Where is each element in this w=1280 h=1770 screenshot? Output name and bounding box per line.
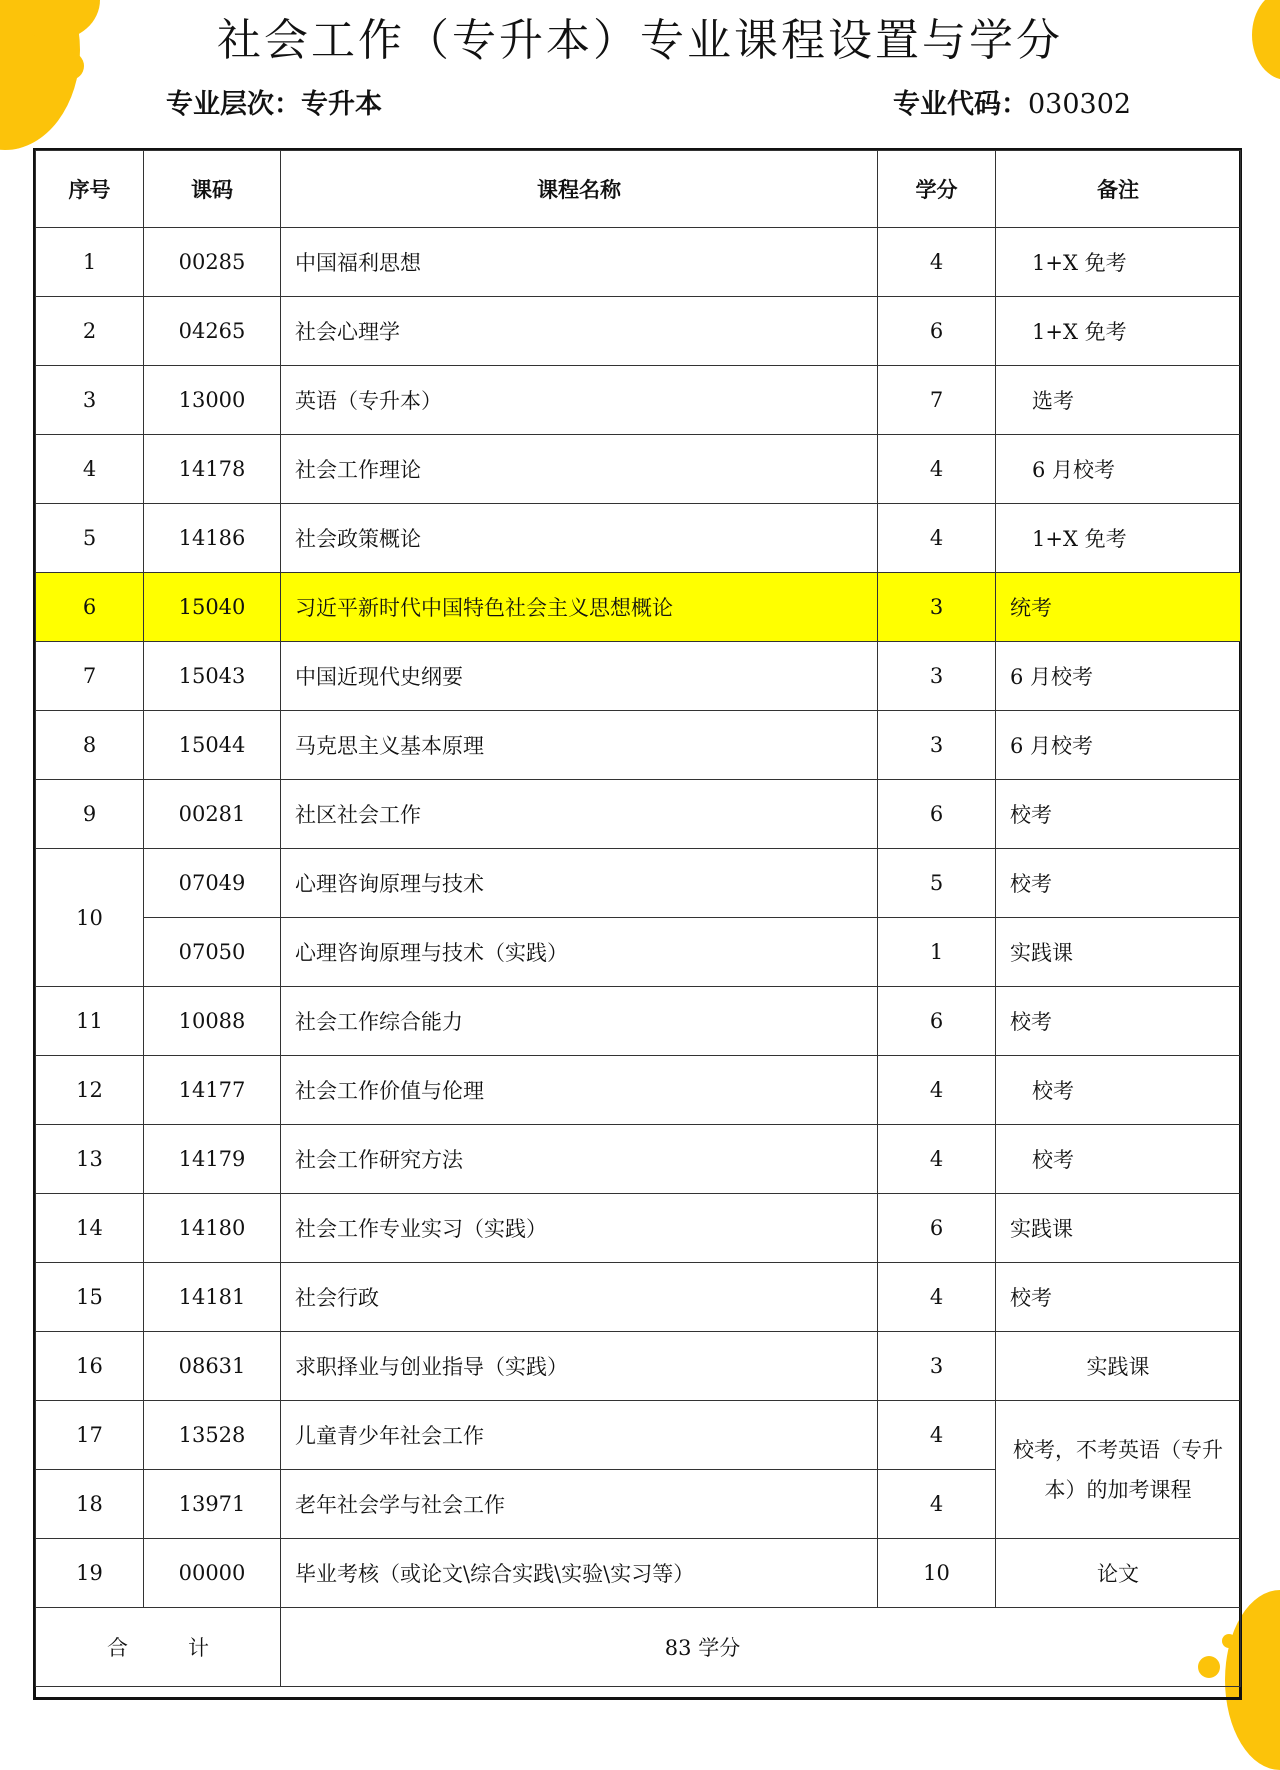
row-credit: 1 [878, 918, 996, 987]
row-no: 15 [36, 1263, 144, 1332]
table-row [36, 642, 1241, 711]
row-no: 18 [36, 1470, 144, 1539]
page-title: 社会工作（专升本）专业课程设置与学分 [217, 15, 1063, 66]
row-credit: 3 [878, 1332, 996, 1401]
row-no: 6 [36, 573, 144, 642]
table-row [36, 504, 1241, 573]
row-course-name: 心理咨询原理与技术（实践） [281, 918, 878, 987]
row-credit: 4 [878, 504, 996, 573]
row-code: 14179 [144, 1125, 281, 1194]
row-note: 6 月校考 [996, 711, 1241, 780]
row-credit: 6 [878, 780, 996, 849]
row-note: 校考 [996, 1263, 1241, 1332]
row-code: 13528 [144, 1401, 281, 1470]
total-value: 83 学分 [281, 1608, 1241, 1687]
row-code: 15043 [144, 642, 281, 711]
row-no: 2 [36, 297, 144, 366]
row-code: 13000 [144, 366, 281, 435]
col-header-no: 序号 [36, 151, 144, 228]
row-course-name: 求职择业与创业指导（实践） [281, 1332, 878, 1401]
table-row [36, 1263, 1241, 1332]
row-course-name: 中国近现代史纲要 [281, 642, 878, 711]
table-row [36, 297, 1241, 366]
table-row [36, 435, 1241, 504]
row-credit: 10 [878, 1539, 996, 1608]
table-row [36, 780, 1241, 849]
row-note: 实践课 [996, 918, 1241, 987]
row-course-name: 毕业考核（或论文\综合实践\实验\实习等） [281, 1539, 878, 1608]
row-credit: 6 [878, 987, 996, 1056]
row-code: 14180 [144, 1194, 281, 1263]
row-no: 3 [36, 366, 144, 435]
row-note: 1+X 免考 [996, 504, 1241, 573]
table-row [36, 849, 1241, 918]
table-row [36, 1194, 1241, 1263]
row-no: 10 [36, 849, 144, 987]
col-header-name: 课程名称 [281, 151, 878, 228]
row-no: 13 [36, 1125, 144, 1194]
row-credit: 7 [878, 366, 996, 435]
row-course-name: 中国福利思想 [281, 228, 878, 297]
col-header-credit: 学分 [878, 151, 996, 228]
row-credit: 3 [878, 642, 996, 711]
row-credit: 5 [878, 849, 996, 918]
program-code-value: 030302 [1028, 89, 1132, 120]
row-note: 实践课 [996, 1332, 1241, 1401]
table-row-highlighted [36, 573, 1241, 642]
row-code: 13971 [144, 1470, 281, 1539]
row-no: 14 [36, 1194, 144, 1263]
row-code: 07050 [144, 918, 281, 987]
row-no: 5 [36, 504, 144, 573]
table-row [36, 1125, 1241, 1194]
row-note: 1+X 免考 [996, 228, 1241, 297]
row-course-name: 社区社会工作 [281, 780, 878, 849]
row-course-name: 心理咨询原理与技术 [281, 849, 878, 918]
row-credit: 4 [878, 1056, 996, 1125]
row-no: 8 [36, 711, 144, 780]
row-no: 17 [36, 1401, 144, 1470]
row-course-name: 社会行政 [281, 1263, 878, 1332]
row-note: 1+X 免考 [996, 297, 1241, 366]
row-no: 7 [36, 642, 144, 711]
row-no: 1 [36, 228, 144, 297]
row-course-name: 社会政策概论 [281, 504, 878, 573]
program-level: 专业层次：专升本 [166, 89, 382, 120]
row-course-name: 社会工作综合能力 [281, 987, 878, 1056]
row-course-name: 社会工作理论 [281, 435, 878, 504]
row-note: 校考 [996, 1056, 1241, 1125]
row-course-name: 习近平新时代中国特色社会主义思想概论 [281, 573, 878, 642]
course-table [35, 150, 1241, 1687]
row-code: 08631 [144, 1332, 281, 1401]
row-note: 6 月校考 [996, 642, 1241, 711]
table-row [36, 1056, 1241, 1125]
row-no: 12 [36, 1056, 144, 1125]
row-course-name: 社会工作研究方法 [281, 1125, 878, 1194]
row-note: 论文 [996, 1539, 1241, 1608]
row-code: 10088 [144, 987, 281, 1056]
row-credit: 4 [878, 1263, 996, 1332]
row-credit: 6 [878, 297, 996, 366]
row-note: 6 月校考 [996, 435, 1241, 504]
row-course-name: 老年社会学与社会工作 [281, 1470, 878, 1539]
row-code: 14186 [144, 504, 281, 573]
col-header-note: 备注 [996, 151, 1241, 228]
row-no: 19 [36, 1539, 144, 1608]
row-code: 15044 [144, 711, 281, 780]
row-course-name: 社会心理学 [281, 297, 878, 366]
table-row [36, 987, 1241, 1056]
table-row [36, 711, 1241, 780]
row-note: 选考 [996, 366, 1241, 435]
program-code-label: 专业代码： [893, 89, 1028, 120]
row-course-name: 英语（专升本） [281, 366, 878, 435]
col-header-code: 课码 [144, 151, 281, 228]
row-credit: 4 [878, 228, 996, 297]
table-row [36, 366, 1241, 435]
total-label-a: 合 [107, 1636, 128, 1660]
row-course-name: 社会工作价值与伦理 [281, 1056, 878, 1125]
table-row [36, 918, 1241, 987]
row-code: 15040 [144, 573, 281, 642]
row-note: 校考 [996, 780, 1241, 849]
row-code: 00285 [144, 228, 281, 297]
row-note: 校考 [996, 987, 1241, 1056]
table-total-row [36, 1608, 1241, 1687]
row-note-merged: 校考，不考英语（专升本）的加考课程 [996, 1401, 1241, 1539]
row-code: 14178 [144, 435, 281, 504]
row-note: 校考 [996, 1125, 1241, 1194]
table-row [36, 228, 1241, 297]
row-note: 统考 [996, 573, 1241, 642]
row-code: 00281 [144, 780, 281, 849]
row-credit: 4 [878, 1125, 996, 1194]
row-no: 9 [36, 780, 144, 849]
table-header-row [36, 151, 1241, 228]
row-code: 07049 [144, 849, 281, 918]
row-note: 校考 [996, 849, 1241, 918]
row-code: 14181 [144, 1263, 281, 1332]
row-credit: 4 [878, 1401, 996, 1470]
row-course-name: 马克思主义基本原理 [281, 711, 878, 780]
table-row [36, 1539, 1241, 1608]
row-no: 4 [36, 435, 144, 504]
row-course-name: 儿童青少年社会工作 [281, 1401, 878, 1470]
row-no: 11 [36, 987, 144, 1056]
table-row [36, 1401, 1241, 1470]
row-code: 14177 [144, 1056, 281, 1125]
row-credit: 3 [878, 573, 996, 642]
row-credit: 4 [878, 1470, 996, 1539]
program-code [893, 82, 1131, 121]
total-label [36, 1608, 281, 1687]
row-code: 04265 [144, 297, 281, 366]
row-credit: 6 [878, 1194, 996, 1263]
row-code: 00000 [144, 1539, 281, 1608]
row-no: 16 [36, 1332, 144, 1401]
table-row [36, 1332, 1241, 1401]
row-credit: 3 [878, 711, 996, 780]
row-course-name: 社会工作专业实习（实践） [281, 1194, 878, 1263]
row-credit: 4 [878, 435, 996, 504]
total-label-b: 计 [188, 1636, 209, 1660]
row-note: 实践课 [996, 1194, 1241, 1263]
